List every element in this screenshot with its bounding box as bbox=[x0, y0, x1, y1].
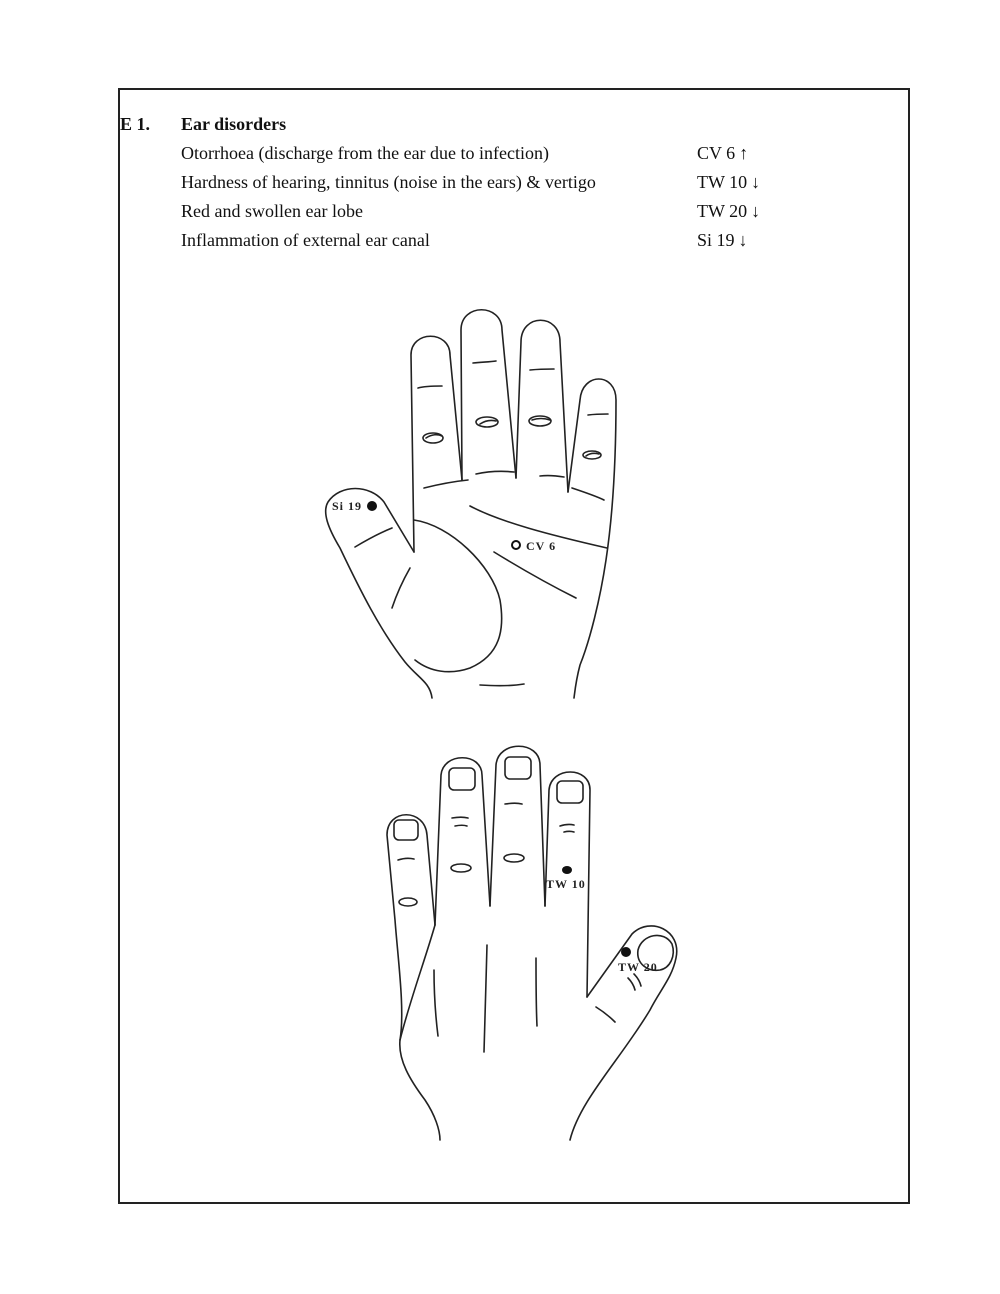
back-outline bbox=[387, 746, 677, 1140]
section-title: Ear disorders bbox=[181, 114, 287, 134]
back-label-tw10: TW 10 bbox=[546, 877, 586, 891]
tw10-point-marker bbox=[562, 866, 572, 874]
section-number: E 1. bbox=[120, 114, 151, 134]
point-code: TW 10 bbox=[697, 172, 748, 192]
palm-label-cv6: CV 6 bbox=[526, 539, 557, 553]
tw20-point-marker bbox=[621, 947, 631, 957]
condition-text: Inflammation of external ear canal bbox=[181, 230, 430, 250]
back-label-tw20: TW 20 bbox=[618, 960, 658, 974]
condition-text: Hardness of hearing, tinnitus (noise in the ears) & vertigo bbox=[181, 172, 596, 192]
point-code: Si 19 bbox=[697, 230, 735, 250]
point-code: CV 6 bbox=[697, 143, 736, 163]
arrow-down-icon: ↓ bbox=[738, 230, 748, 250]
condition-text: Red and swollen ear lobe bbox=[181, 201, 363, 221]
arrow-up-icon: ↑ bbox=[739, 143, 749, 163]
condition-text: Otorrhoea (discharge from the ear due to infection) bbox=[181, 143, 550, 163]
palm-label-si19: Si 19 bbox=[332, 499, 363, 513]
point-code: TW 20 bbox=[697, 201, 748, 221]
arrow-down-icon: ↓ bbox=[751, 172, 761, 192]
arrow-down-icon: ↓ bbox=[751, 201, 761, 221]
